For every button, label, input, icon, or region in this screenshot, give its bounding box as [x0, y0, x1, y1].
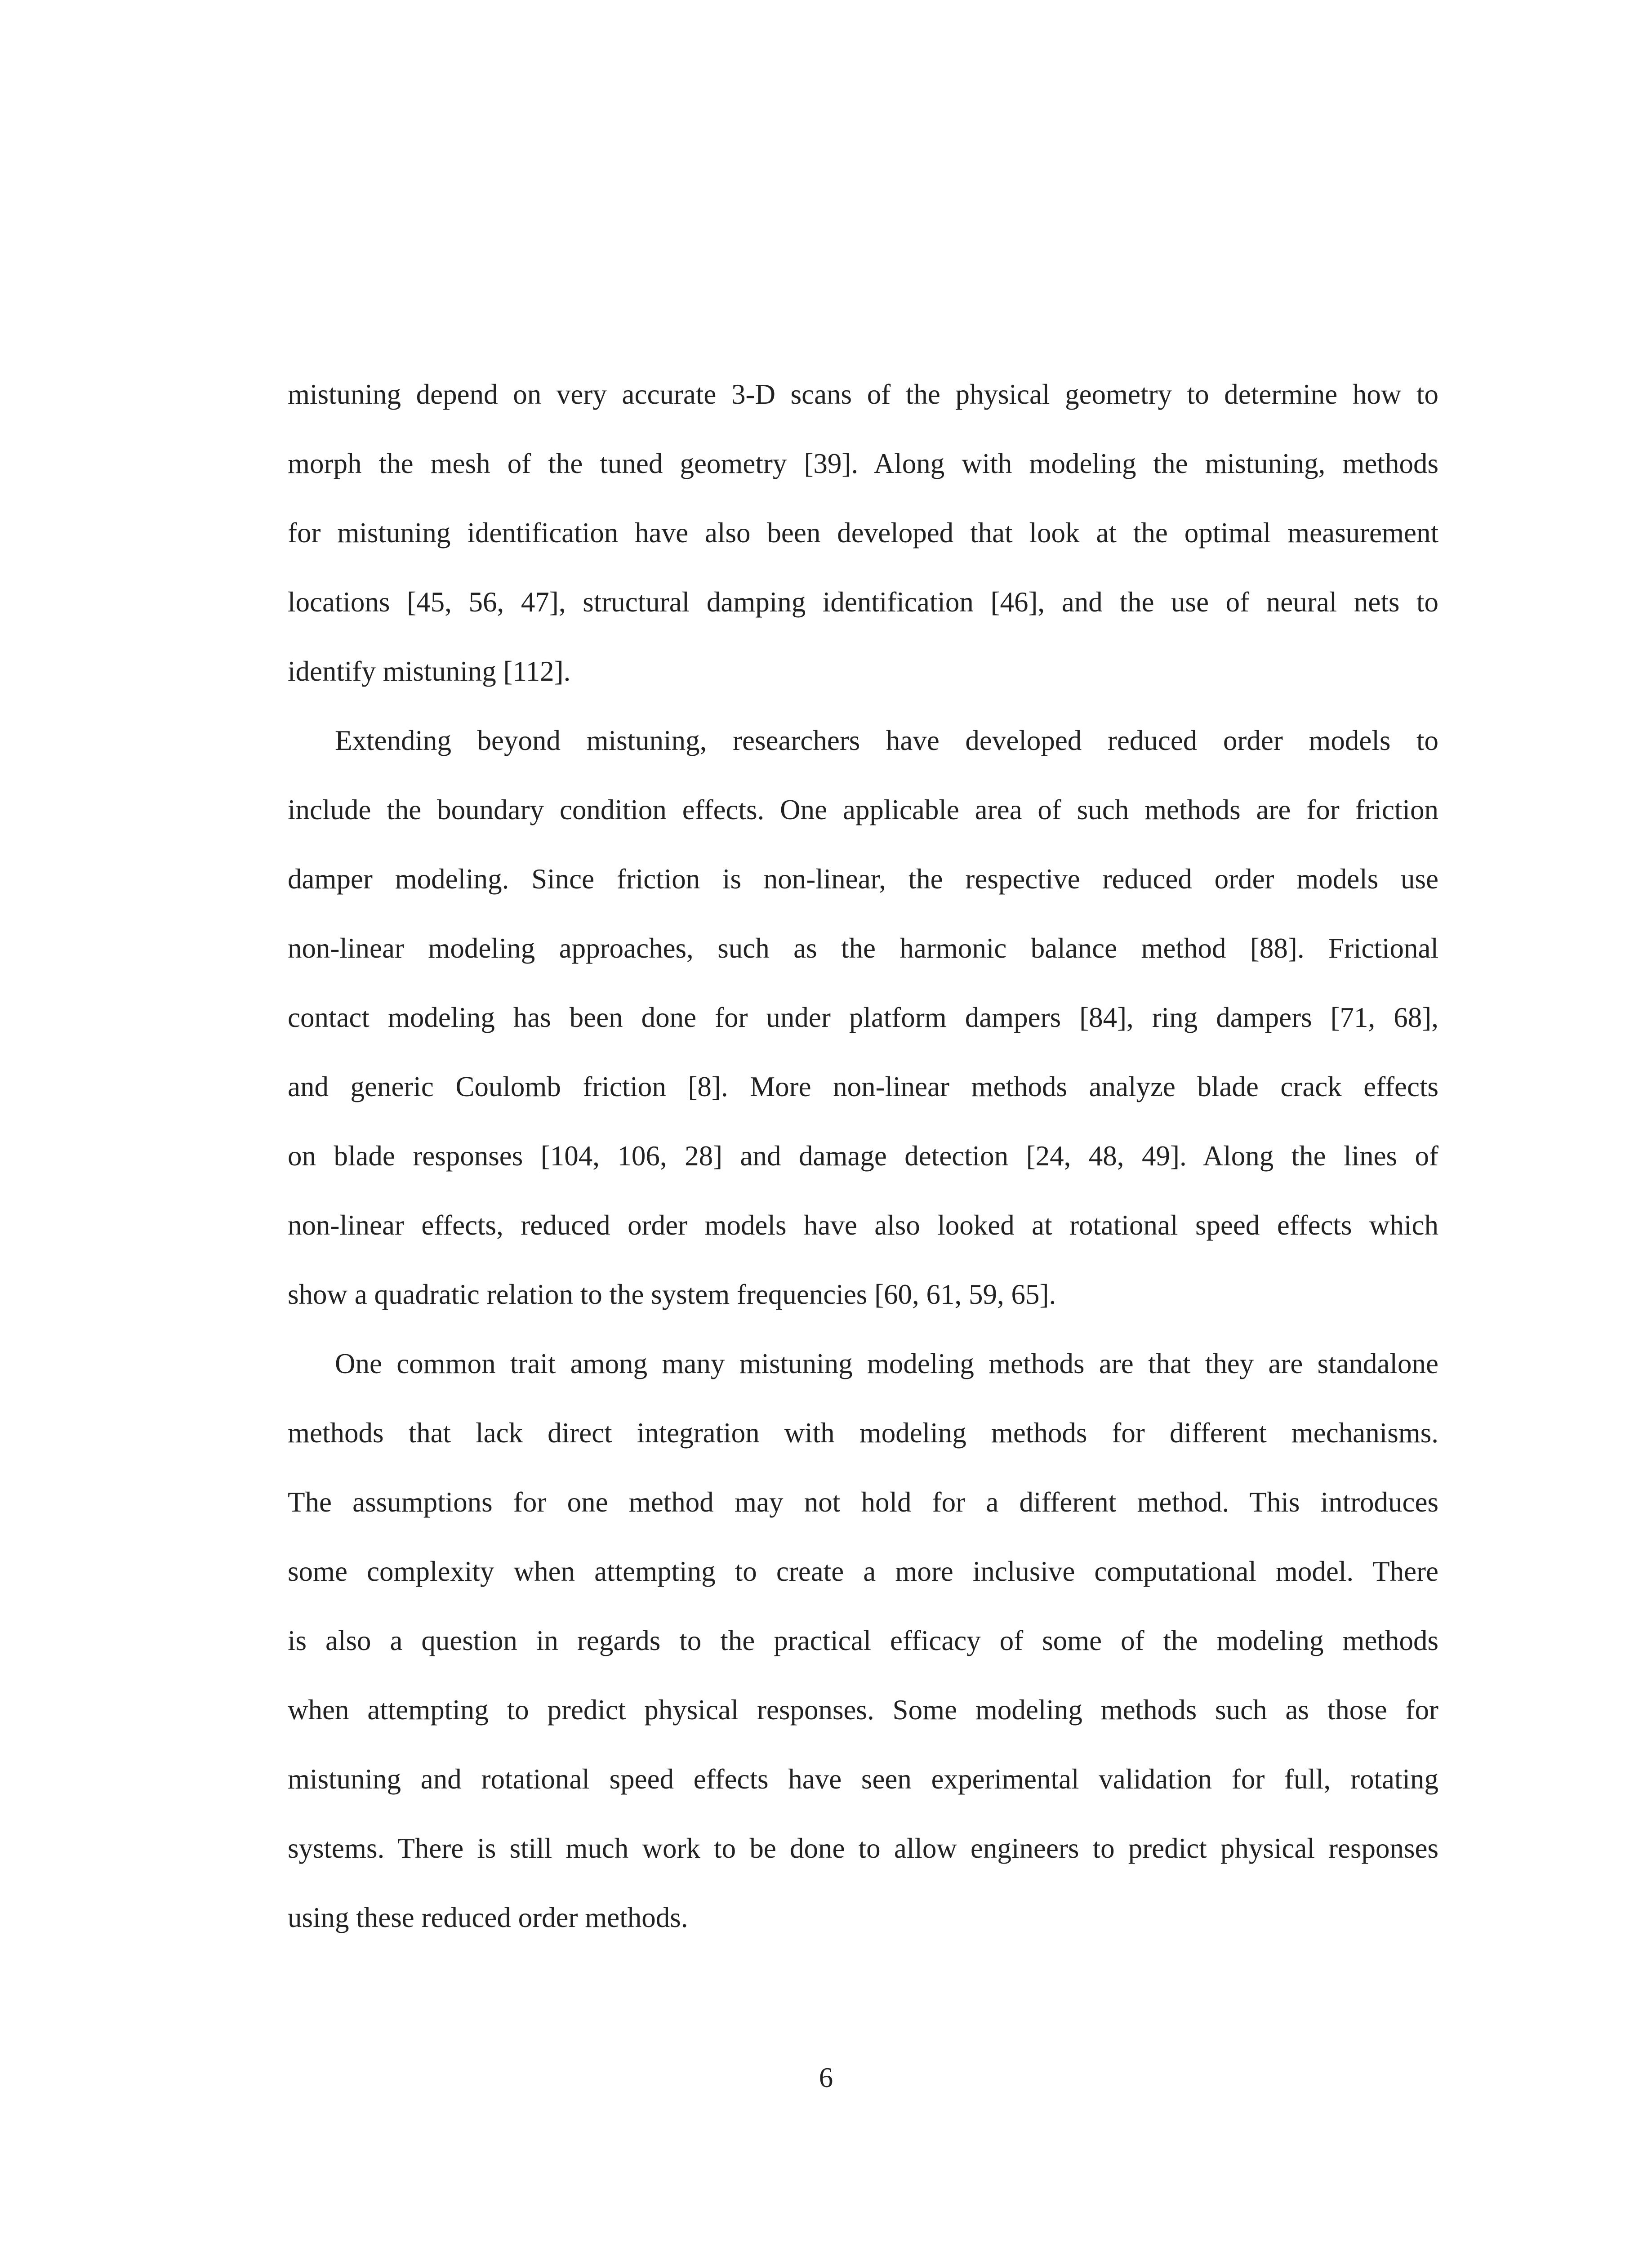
text-line: systems. There is still much work to be done to allow engineers to predict physical responses: [288, 1833, 1438, 1864]
text-line: non-linear effects, reduced order models have also looked at rotational speed effects which: [288, 1209, 1438, 1241]
text-line: and generic Coulomb friction [8]. More non-linear methods analyze blade crack effects: [288, 1071, 1438, 1102]
text-line: damper modeling. Since friction is non-linear, the respective reduced order models use: [288, 863, 1438, 895]
text-line: show a quadratic relation to the system frequencies [60, 61, 59, 65].: [288, 1279, 1056, 1310]
text-line: mistuning depend on very accurate 3-D scans of the physical geometry to determine how to: [288, 379, 1438, 410]
paragraph-3: [288, 1329, 1438, 1952]
text-line: Extending beyond mistuning, researchers have developed reduced order models to: [335, 725, 1438, 756]
body-text: [288, 360, 1438, 1952]
text-line: for mistuning identification have also been developed that look at the optimal measurement: [288, 517, 1438, 549]
text-line: include the boundary condition effects. One applicable area of such methods are for friction: [288, 794, 1438, 825]
text-line: when attempting to predict physical responses. Some modeling methods such as those for: [288, 1694, 1438, 1726]
page-number: 6: [819, 2062, 833, 2093]
text-line: contact modeling has been done for under platform dampers [84], ring dampers [71, 68],: [288, 1002, 1438, 1033]
text-line: The assumptions for one method may not hold for a different method. This introduces: [288, 1486, 1438, 1518]
paragraph-1: [288, 360, 1438, 706]
text-line: on blade responses [104, 106, 28] and damage detection [24, 48, 49]. Along the lines of: [288, 1140, 1438, 1172]
text-line: identify mistuning [112].: [288, 656, 571, 687]
text-line: using these reduced order methods.: [288, 1902, 688, 1933]
text-line: methods that lack direct integration with modeling methods for different mechanisms.: [288, 1417, 1438, 1449]
text-line: non-linear modeling approaches, such as the harmonic balance method [88]. Frictional: [288, 932, 1438, 964]
text-line: some complexity when attempting to create a more inclusive computational model. There: [288, 1556, 1438, 1587]
text-line: is also a question in regards to the practical efficacy of some of the modeling methods: [288, 1625, 1438, 1656]
text-line: morph the mesh of the tuned geometry [39]. Along with modeling the mistuning, methods: [288, 448, 1438, 479]
paragraph-2: [288, 706, 1438, 1329]
text-line: mistuning and rotational speed effects have seen experimental validation for full, rotating: [288, 1763, 1438, 1795]
text-line: locations [45, 56, 47], structural damping identification [46], and the use of neural nets to: [288, 586, 1438, 618]
text-line: One common trait among many mistuning modeling methods are that they are standalone: [335, 1348, 1438, 1379]
